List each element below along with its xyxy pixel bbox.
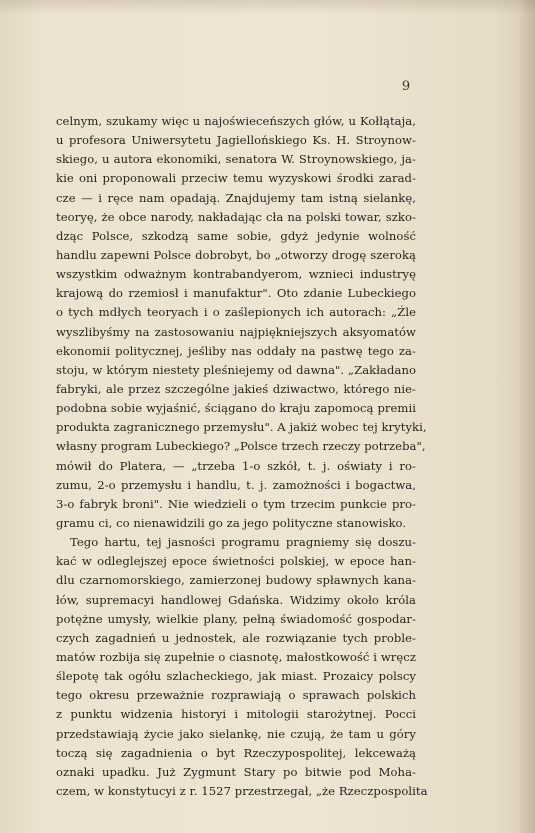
text-line: z punktu widzenia historyi i mitologii starożytnej. Pocci [56, 707, 416, 722]
text-line: własny program Lubeckiego? „Polsce trzech rzeczy potrzeba", [56, 439, 426, 454]
text-line: stoju, w którym niestety pleśniejemy od dawna". „Zakładano [56, 362, 416, 377]
text-line: kać w odleglejszej epoce świetności polskiej, w epoce han- [56, 554, 416, 569]
text-line: handlu zapewni Polsce dobrobyt, bo „otworzy drogę szeroką [56, 247, 416, 262]
page-top-shading [0, 0, 535, 14]
text-line: dząc Polsce, szkodzą same sobie, gdyż jedynie wolność [56, 228, 416, 243]
text-line: dlu czarnomorskiego, zamierzonej budowy spławnych kana- [56, 573, 416, 588]
text-line: wyszlibyśmy na zastosowaniu najpiękniejszych aksyomatów [56, 324, 416, 339]
text-line: krajową do rzemiosł i manufaktur". Oto zdanie Lubeckiego [56, 286, 416, 301]
text-line: cze — i ręce nam opadają. Znajdujemy tam istną sielankę, [56, 190, 416, 205]
text-line: podobna sobie wyjaśnić, ściągano do kraju zapomocą premii [56, 401, 416, 416]
text-line: czych zagadnień u jednostek, ale rozwiązanie tych proble- [56, 630, 416, 645]
text-line: mówił do Platera, — „trzeba 1-o szkół, t. j. oświaty i ro- [56, 458, 416, 473]
text-line: celnym, szukamy więc u najoświeceńszych głów, u Kołłątaja, [56, 114, 416, 128]
text-line: matów rozbija się zupełnie o ciasnotę, małostkowość i wręcz [56, 649, 416, 664]
page-number: 9 [401, 79, 411, 94]
text-line: kie oni proponowali przeciw temu wyzyskowi środki zarad- [56, 171, 416, 186]
text-line: potężne umysły, wielkie plany, pełną świadomość gospodar- [56, 611, 416, 626]
text-line: o tych mdłych teoryach i o zaślepionych ich autorach: „Źle [56, 305, 416, 320]
text-line: toczą się zagadnienia o byt Rzeczypospolitej, lekceważą [56, 745, 416, 760]
text-line: tego okresu przeważnie rozprawiają o sprawach polskich [56, 688, 416, 703]
page-right-shading [517, 0, 535, 833]
body-text [56, 112, 428, 801]
text-line: teoryę, że obce narody, nakładając cła na polski towar, szko- [56, 209, 416, 224]
text-line: zumu, 2-o przemysłu i handlu, t. j. zamożności i bogactwa, [56, 477, 416, 492]
text-line: wszystkim odważnym kontrabandyerom, wznieci industryę [56, 267, 416, 282]
text-line: u profesora Uniwersytetu Jagiellońskiego Ks. H. Stroynow- [56, 133, 416, 148]
text-line: Tego hartu, tej jasności programu pragniemy się doszu- [70, 535, 416, 550]
text-line: oznaki upadku. Już Zygmunt Stary po bitwie pod Moha- [56, 764, 416, 779]
text-line: skiego, u autora ekonomiki, senatora W. Stroynowskiego, ja- [56, 152, 416, 167]
text-line: łów, supremacyi handlowej Gdańska. Widzimy około króla [56, 592, 416, 607]
text-line: ekonomii politycznej, jeśliby nas oddały na pastwę tego za- [56, 343, 416, 358]
text-line: 3-o fabryk broni". Nie wiedzieli o tym trzecim punkcie pro- [56, 496, 416, 511]
text-line: czem, w konstytucyi z r. 1527 przestrzegał, „że Rzeczpospolita [56, 783, 428, 798]
text-line: ślepotę tak ogółu szlacheckiego, jak miast. Prozaicy polscy [56, 669, 416, 684]
text-line: fabryki, ale przez szczególne jakieś dziwactwo, którego nie- [56, 381, 416, 396]
text-line: przedstawiają życie jako sielankę, nie czują, że tam u góry [56, 726, 416, 741]
text-line: produkta zagranicznego przemysłu". A jakiż wobec tej krytyki, [56, 420, 427, 435]
text-line: gramu ci, co nienawidzili go za jego polityczne stanowisko. [56, 515, 407, 530]
